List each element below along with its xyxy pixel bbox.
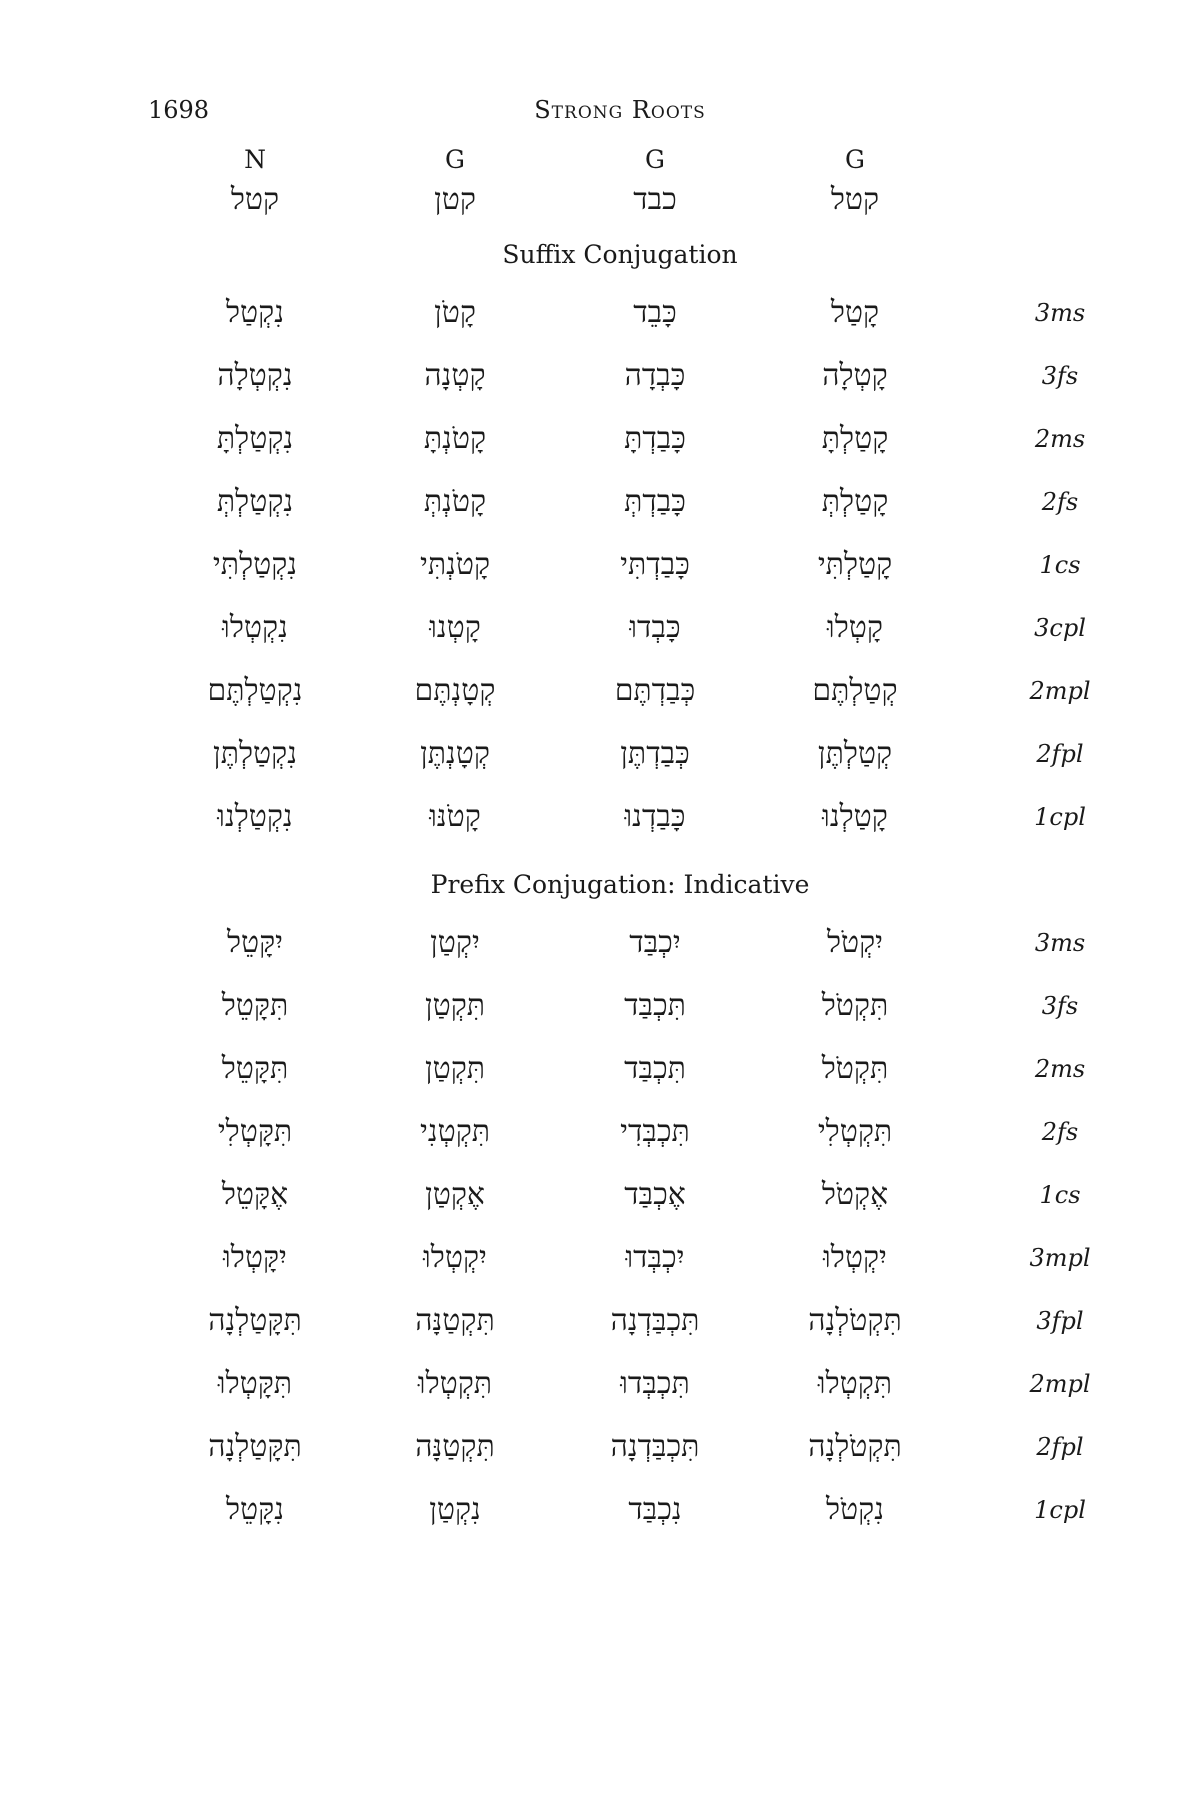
hebrew-form: תִּקְטַנָּה [415,1303,495,1338]
hebrew-form: נִקְטַלְתְּ [216,484,294,519]
hebrew-form: נִקְטַלְתֶּם [207,673,303,708]
paradigm-row [0,608,1200,648]
hebrew-form: קָטֹנּוּ [429,799,481,834]
pgn-label: 3fs [1041,362,1079,390]
paradigm-row [0,923,1200,963]
hebrew-form: קָטֹנְתָּ [423,421,487,456]
column-stem-label: N [244,145,266,174]
hebrew-form: נִקָּטֵל [226,1492,284,1527]
hebrew-form: קָטְנוּ [429,610,481,645]
hebrew-form: נִקְטַלְתָּ [216,421,294,456]
hebrew-form: תִּקְטֹל [821,1051,889,1086]
hebrew-form: יִקְטַן [430,925,480,960]
hebrew-form: יִכְבַּד [629,925,681,960]
pgn-label: 3fpl [1036,1307,1084,1335]
hebrew-form: אֶקָּטֵל [221,1177,289,1212]
paradigm-row [0,1175,1200,1215]
column-stem-label: G [445,145,465,174]
pgn-label: 1cs [1039,1181,1081,1209]
column-root-label: קטל [230,182,280,217]
pgn-label: 2fs [1041,1118,1079,1146]
hebrew-form: אֶקְטֹל [821,1177,889,1212]
hebrew-form: כָּבְדוּ [629,610,681,645]
hebrew-form: תִּקְטֹלְנָה [808,1303,902,1338]
pgn-label: 2mpl [1029,677,1091,705]
hebrew-form: כָּבַדְתָּ [624,421,686,456]
hebrew-form: תִּכְבַּדְנָה [610,1303,700,1338]
pgn-label: 3cpl [1034,614,1086,642]
hebrew-form: כְּבַדְתֶּן [620,736,690,771]
hebrew-form: יִקְטֹל [826,925,884,960]
hebrew-form: נִקְטַלְנוּ [217,799,293,834]
hebrew-form: כָּבַדְנוּ [624,799,686,834]
pgn-label: 3mpl [1029,1244,1091,1272]
hebrew-form: תִּקְטְלִי [817,1114,893,1149]
hebrew-form: תִּקְטֹל [821,988,889,1023]
hebrew-form: קָטַלְתְּ [821,484,889,519]
hebrew-form: תִּקָּטַלְנָה [208,1303,302,1338]
paradigm-row [0,356,1200,396]
hebrew-form: תִּקָּטֵל [221,988,289,1023]
running-head: Strong Roots [534,96,706,124]
paradigm-row [0,482,1200,522]
hebrew-form: נִקְטְלוּ [222,610,288,645]
hebrew-form: יִקָּטֵל [226,925,284,960]
pgn-label: 2ms [1034,425,1086,453]
paradigm-row [0,419,1200,459]
hebrew-form: יִקְטְלוּ [823,1240,887,1275]
hebrew-form: קָטְלוּ [827,610,883,645]
pgn-label: 2ms [1034,1055,1086,1083]
hebrew-form: כָּבְדָה [624,358,686,393]
section-title: Suffix Conjugation [502,240,738,269]
pgn-label: 3ms [1034,299,1086,327]
hebrew-form: תִּכְבַּד [624,988,686,1023]
hebrew-form: תִּקְטֹלְנָה [808,1429,902,1464]
hebrew-form: נִקְטַלְתִּי [212,547,298,582]
hebrew-form: קָטֹן [434,295,476,330]
hebrew-form: קָטְנָה [424,358,486,393]
hebrew-form: קְטַלְתֶּן [817,736,893,771]
paradigm-row [0,1301,1200,1341]
hebrew-form: כְּבַדְתֶּם [614,673,696,708]
hebrew-form: יִקְטְלוּ [423,1240,487,1275]
pgn-label: 1cpl [1034,803,1086,831]
hebrew-form: תִּקָּטַלְנָה [208,1429,302,1464]
pgn-label: 2fpl [1036,740,1084,768]
hebrew-form: נִקְטַל [226,295,284,330]
paradigm-row [0,1049,1200,1089]
hebrew-form: נִקְטַלְתֶּן [213,736,297,771]
hebrew-form: קְטָנְתֶּן [420,736,490,771]
paradigm-row [0,986,1200,1026]
pgn-label: 2fs [1041,488,1079,516]
column-root-label: כבד [633,182,677,217]
paradigm-row [0,1238,1200,1278]
hebrew-form: תִּקְטַן [424,1051,486,1086]
hebrew-form: נִקְטְלָה [217,358,293,393]
hebrew-form: נִקְטֹל [826,1492,884,1527]
hebrew-form: יִכְבְּדוּ [625,1240,685,1275]
pgn-label: 3ms [1034,929,1086,957]
hebrew-form: תִּקְטְלוּ [817,1366,893,1401]
paradigm-row [0,545,1200,585]
hebrew-form: אֶכְבַּד [624,1177,686,1212]
column-root-row [0,180,1200,220]
hebrew-form: תִּקָּטְלוּ [217,1366,293,1401]
hebrew-form: תִּכְבַּדְנָה [610,1429,700,1464]
hebrew-form: תִּקְטַנָּה [415,1429,495,1464]
hebrew-form: קָטַלְתָּ [821,421,889,456]
paradigm-row [0,797,1200,837]
hebrew-form: אֶקְטַן [425,1177,485,1212]
hebrew-form: יִקָּטְלוּ [223,1240,287,1275]
paradigm-row [0,1112,1200,1152]
hebrew-form: כָּבַדְתְּ [624,484,686,519]
column-root-label: קטן [434,182,476,217]
paradigm-row [0,293,1200,333]
hebrew-form: כָּבֵד [633,295,677,330]
hebrew-form: קָטַלְנוּ [822,799,888,834]
paradigm-row [0,1364,1200,1404]
hebrew-form: תִּכְבְּדִי [620,1114,690,1149]
pgn-label: 1cpl [1034,1496,1086,1524]
pgn-label: 2fpl [1036,1433,1084,1461]
hebrew-form: קָטְלָה [822,358,888,393]
hebrew-form: קָטַל [830,295,880,330]
hebrew-form: תִּקָּטֵל [221,1051,289,1086]
column-stem-label: G [845,145,865,174]
hebrew-form: נִכְבַּד [628,1492,682,1527]
pgn-label: 3fs [1041,992,1079,1020]
hebrew-form: תִּקָּטְלִי [217,1114,293,1149]
column-root-label: קטל [830,182,880,217]
pgn-label: 2mpl [1029,1370,1091,1398]
hebrew-form: תִּקְטְלוּ [417,1366,493,1401]
column-stem-row [0,140,1200,180]
hebrew-form: קָטֹנְתְּ [423,484,487,519]
hebrew-form: תִּכְבְּדוּ [620,1366,690,1401]
hebrew-form: נִקְטַן [429,1492,481,1527]
hebrew-form: תִּקְטַן [424,988,486,1023]
paradigm-row [0,1427,1200,1467]
page-number: 1698 [148,96,210,124]
column-stem-label: G [645,145,665,174]
hebrew-form: תִּכְבַּד [624,1051,686,1086]
hebrew-form: קְטָנְתֶּם [414,673,496,708]
pgn-label: 1cs [1039,551,1081,579]
hebrew-form: כָּבַדְתִּי [620,547,690,582]
paradigm-row [0,734,1200,774]
hebrew-form: תִּקְטְנִי [419,1114,491,1149]
paradigm-row [0,671,1200,711]
hebrew-form: קְטַלְתֶּם [812,673,898,708]
paradigm-row [0,1490,1200,1530]
section-title: Prefix Conjugation: Indicative [430,870,810,899]
hebrew-form: קָטֹנְתִּי [419,547,491,582]
hebrew-form: קָטַלְתִּי [817,547,893,582]
